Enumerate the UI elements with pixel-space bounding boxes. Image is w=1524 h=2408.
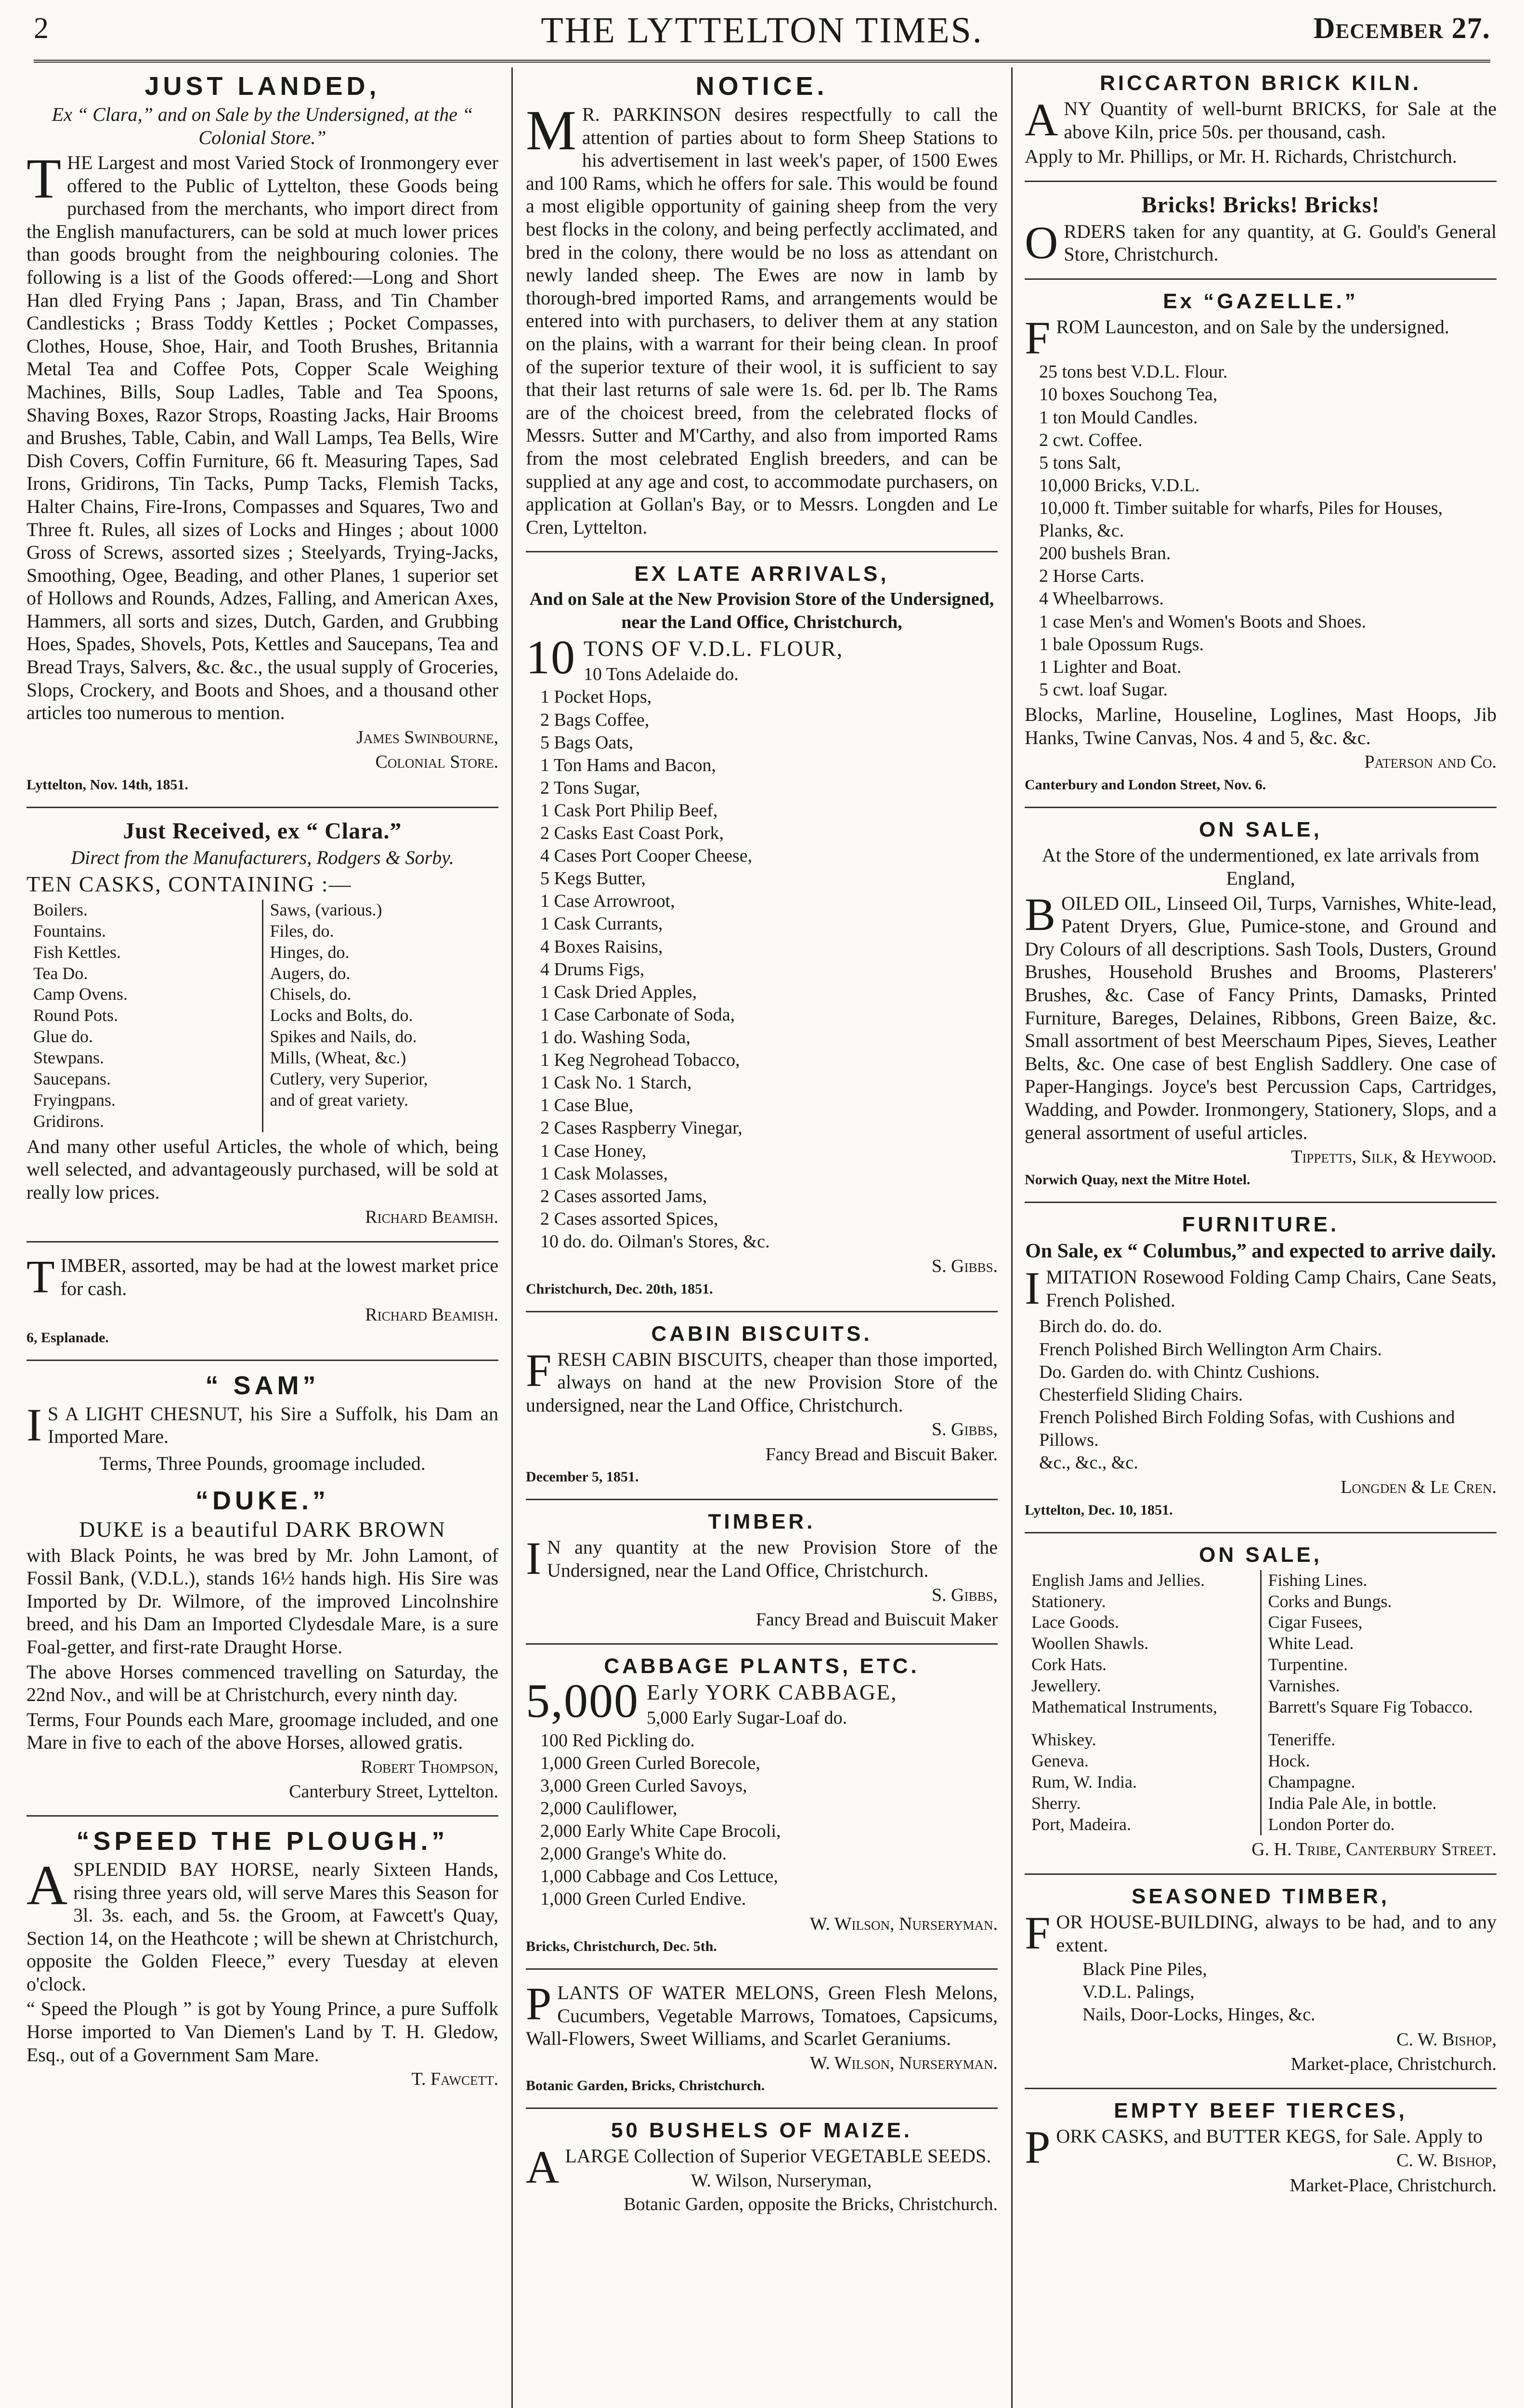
ad-body: Terms, Four Pounds each Mare, groomage included, and one Mare in five to each of the above Horses, allowed gratis. [26, 1708, 498, 1754]
ad-body: I S A LIGHT CHESNUT, his Sire a Suffolk, his Dam an Imported Mare. [26, 1399, 498, 1451]
ad-heading: SEASONED TIMBER, [1131, 1885, 1390, 1909]
list-item: 5 Kegs Butter, [540, 868, 646, 889]
masthead-rule [34, 60, 1490, 63]
ad-body: PLANTS OF WATER MELONS, Green Flesh Melons, Cucumbers, Vegetable Marrows, Tomatoes, Capsicums, Wall-Flowers, Sweet Williams, and Scarlet Geraniums. [526, 1978, 998, 2050]
list-right [1260, 1570, 1497, 1835]
ad-divider [1025, 1873, 1497, 1875]
ad-sam [26, 1367, 498, 1482]
ad-body: IMITATION Rosewood Folding Camp Chairs, Cane Seats, French Polished. [1025, 1262, 1497, 1314]
list-item: 5 cwt. loaf Sugar. [1039, 679, 1168, 700]
column-3 [1025, 67, 1497, 2408]
list-item: Hinges, do. [270, 942, 350, 962]
ad-just-landed [26, 67, 498, 801]
column-2 [526, 67, 998, 2408]
list-item: White Lead. [1268, 1634, 1354, 1653]
list-item: 1 Cask Port Philip Beef, [540, 800, 718, 821]
ad-body: THE Largest and most Varied Stock of Ironmongery ever offered to the Public of Lyttelton, these Goods being purchased from the merchants, who import direct from the English manufacturers, can be sold at much lower prices than goods brought from the neighbouring colonies. The following is a list of the Goods offered:—Long and Short Han dled Frying Pans ; Japan, Brass, and Tin Chamber Candlesticks ; Brass Toddy Kettles ; Pocket Compasses, Clothes, House, Shoe, Hair, and Tooth Brushes, Britannia Metal Tea and Coffee Pots, Copper Scale Weighing Machines, Bills, Soup Ladles, Table and Tea Spoons, Shaving Boxes, Razor Strops, Roasting Jacks, Hair Brooms and Brushes, Table, Cabin, and Wall Lamps, Tea Bells, Wire Dish Covers, Coffin Furniture, 66 ft. Measuring Tapes, Sad Irons, Gridirons, Tin Tacks, Pump Tacks, Flemish Tacks, Halter Chains, Fire-Irons, Compasses and Squares, Two and Three ft. Rules, all sizes of Locks and Hinges ; about 1000 Gross of Screws, assorted sizes ; Steelyards, Trying-Jacks, Smoothing, Ogee, Beading, and other Planes, 1 superior set of Hollows and Rounds, Adzes, Falling, and American Axes, Hammers, all sorts and sizes, Dutch, Garden, and Grubbing Hoes, Spades, Shovels, Pots, Kettles and Saucepans, Tea and Bread Trays, Salvers, &c. &c., the usual supply of Groceries, Slops, Crockery, and Boots and Shoes, and a thousand other articles too numerous to mention. [26, 147, 498, 724]
list-item: Chesterfield Sliding Chairs. [1039, 1384, 1243, 1405]
list-item: 2 Horse Carts. [1039, 566, 1145, 587]
ad-heading: “ SAM” [205, 1371, 320, 1400]
ad-signature: Richard Beamish. [365, 1305, 498, 1325]
ad-dateline: Botanic Garden, Bricks, Christchurch. [526, 2078, 765, 2094]
drop-cap: I [26, 1399, 42, 1451]
ad-gazelle [1025, 286, 1497, 801]
list-item: 2 Cases assorted Jams, [540, 1186, 707, 1206]
list-item: &c., &c., &c. [1039, 1453, 1138, 1473]
list-item: 4 Drums Figs, [540, 959, 645, 980]
ad-signature: S. Gibbs, [931, 1419, 998, 1440]
ad-timber-gibbs [526, 1506, 998, 1637]
list-item: 10 Tons Adelaide do. [584, 664, 739, 685]
ad-signature-line-2: Fancy Bread and Buiscuit Maker [755, 1610, 998, 1630]
list-item: Cork Hats. [1031, 1655, 1107, 1675]
list-item: French Polished Birch Folding Sofas, with Cushions and Pillows. [1039, 1407, 1455, 1450]
ad-body: with Black Points, he was bred by Mr. John Lamont, of Fossil Bank, (V.D.L.), stands 16½ hands high. His Sire was Imported by Dr. Wilmore, of the improved Lincolnshire breed, and his Dam an Imported Clydesdale Mare, is a sure Foal-getter, and first-rate Draught Horse. [26, 1544, 498, 1658]
ad-body: And many other useful Articles, the whole of which, being well selected, and advantageously purchased, will be sold at really low prices. [26, 1135, 498, 1203]
ad-subheading: Direct from the Manufacturers, Rodgers & Sorby. [71, 846, 454, 868]
ad-maize [526, 2115, 998, 2222]
list-item: and of great variety. [270, 1090, 409, 1110]
list-item: Boilers. [33, 900, 88, 919]
ad-signature-line-2: Colonial Store. [375, 752, 498, 772]
ad-speed-the-plough [26, 1822, 498, 2098]
ad-divider [1025, 181, 1497, 182]
ad-terms: Terms, Three Pounds, groomage included. [99, 1452, 426, 1474]
ad-two-column-list [1025, 1570, 1497, 1835]
ad-body: PORK CASKS, and BUTTER KEGS, for Sale. Apply to [1025, 2121, 1483, 2173]
ad-heading: Bricks! Bricks! Bricks! [1141, 192, 1380, 218]
ad-divider [526, 1968, 998, 1970]
list-item: 1 Case Carbonate of Soda, [540, 1004, 735, 1025]
list-item: Lace Goods. [1031, 1612, 1119, 1632]
ad-divider [1025, 807, 1497, 808]
drop-cap: P [1025, 2121, 1051, 2173]
list-item: India Pale Ale, in bottle. [1268, 1793, 1437, 1813]
ad-divider [1025, 1202, 1497, 1203]
list-item: Nails, Door-Locks, Hinges, &c. [1082, 2004, 1316, 2025]
ad-body: M R. PARKINSON desires respectfully to call the attention of parties about to form Sheep Stations to his advertisement in last week's paper, of 1500 Ewes and 100 Rams, which he offers for sale. This would be found a most eligible opportunity of gaining sheep from the very best flocks in the colony, and being perfectly acclimated, and bred in the colony, there would be no loss as attendant on newly landed sheep. The Ewes are now in lamb by thorough-bred imported Rams, and arrangements would be entered into with purchasers, to deliver them at any station on the plains, with a warrant for their being clean. In proof of the superior texture of their wool, it is sufficient to say that their last returns of sale were 1s. 6d. per lb. The Rams are of the choicest breed, from the celebrated flocks of Messrs. Sutter and M'Carthy, and also from imported Rams from the most celebrated English breeders, and can be supplied at any age and cost, to accommodate purchasers, on application at Gollan's Bay, or to Messrs. Longden and Le Cren, Lyttelton. [526, 99, 998, 538]
list-item: 1 Lighter and Boat. [1039, 656, 1182, 677]
ad-signature-line-2: Botanic Garden, opposite the Bricks, Christchurch. [624, 2194, 998, 2215]
ad-two-column-list [26, 900, 498, 1132]
ad-heading: EX LATE ARRIVALS, [634, 562, 889, 586]
list-item: Sherry. [1031, 1793, 1081, 1813]
goods-list [1039, 1315, 1497, 1474]
ad-furniture [1025, 1209, 1497, 1526]
list-item: Whiskey. [1031, 1730, 1096, 1750]
list-item: 4 Cases Port Cooper Cheese, [540, 846, 753, 866]
ad-body: “ Speed the Plough ” is got by Young Prince, a pure Suffolk Horse imported to Van Diemen's Land by T. H. Gledow, Esq., out of a Government Sam Mare. [26, 1998, 498, 2066]
list-item: 1 Cask No. 1 Starch, [540, 1073, 692, 1093]
ad-body: FRESH CABIN BISCUITS, cheaper than those imported, always on hand at the new Provision Store of the undersigned, near the Land Office, Christchurch. [526, 1344, 998, 1416]
issue-date: December 27. [1313, 12, 1490, 45]
ad-dateline: Christchurch, Dec. 20th, 1851. [526, 1281, 713, 1297]
list-item: 5,000 Early Sugar-Loaf do. [647, 1707, 847, 1728]
ad-subheading: At the Store of the undermentioned, ex late arrivals from England, [1042, 844, 1480, 889]
ad-divider [26, 1241, 498, 1243]
list-item: 1 bale Opossum Rugs. [1039, 634, 1204, 654]
ad-signature-line-2: Market-Place, Christchurch. [1290, 2175, 1497, 2196]
goods-list [540, 1707, 998, 1911]
ad-dateline: December 5, 1851. [526, 1469, 639, 1485]
ad-signature-line-2: Fancy Bread and Biscuit Baker. [765, 1444, 998, 1465]
list-item: Woollen Shawls. [1031, 1634, 1149, 1653]
ad-body: I N any quantity at the new Provision Store of the Undersigned, near the Land Office, Christchurch. [526, 1532, 998, 1584]
ad-body: ASPLENDID BAY HORSE, nearly Sixteen Hands, rising three years old, will serve Mares this Season for 3l. 3s. each, and 5s. the Groom, at Fawcett's Quay, Section 14, on the Heathcote ; will be shewn at Christchurch, opposite the Golden Fleece,” every Tuesday at eleven o'clock. [26, 1853, 498, 1995]
newspaper-title: THE LYTTELTON TIMES. [541, 10, 983, 51]
ad-body: ANY Quantity of well-burnt BRICKS, for Sale at the above Kiln, price 50s. per thousand, cash. [1025, 94, 1497, 145]
ad-signature: Paterson and Co. [1364, 752, 1497, 772]
list-item: 5 tons Salt, [1039, 452, 1121, 473]
ad-dateline: Canterbury and London Street, Nov. 6. [1025, 776, 1266, 793]
ad-heading: CABBAGE PLANTS, ETC. [604, 1654, 920, 1678]
list-item: Rum, W. India. [1031, 1772, 1137, 1792]
ad-seasoned-timber [1025, 1881, 1497, 2082]
list-item: 2 Cases assorted Spices, [540, 1208, 718, 1229]
ad-body: The above Horses commenced travelling on Saturday, the 22nd Nov., and will be at Christchurch, every ninth day. [26, 1661, 498, 1706]
ad-beef-tierces [1025, 2095, 1497, 2203]
list-item [1031, 1718, 1253, 1729]
list-item: Varnishes. [1268, 1676, 1340, 1696]
list-item: Chisels, do. [270, 984, 352, 1004]
drop-cap: T [26, 147, 62, 210]
list-item: 2 cwt. Coffee. [1039, 430, 1143, 450]
column-1 [26, 67, 498, 2408]
ad-divider [526, 1499, 998, 1500]
list-item: Locks and Bolts, do. [270, 1006, 413, 1025]
list-item: Fishing Lines. [1268, 1570, 1368, 1590]
drop-cap: B [1025, 888, 1056, 940]
ad-signature-line-2: Canterbury Street, Lyttelton. [289, 1781, 498, 1802]
ad-heading: 50 BUSHELS OF MAIZE. [611, 2119, 913, 2143]
list-item: 100 Red Pickling do. [540, 1730, 695, 1751]
drop-cap: P [526, 1978, 552, 2030]
list-item: Do. Garden do. with Chintz Cushions. [1039, 1361, 1320, 1382]
ad-divider [1025, 1532, 1497, 1533]
list-item: 2 Casks East Coast Pork, [540, 823, 724, 844]
ad-duke [26, 1482, 498, 1809]
list-item: V.D.L. Palings, [1082, 1982, 1195, 2002]
ad-divider [26, 1815, 498, 1817]
list-item: 200 bushels Bran. [1039, 543, 1171, 564]
drop-cap: M [526, 99, 576, 162]
list-item: Geneva. [1031, 1751, 1089, 1770]
list-item: Saws, (various.) [270, 900, 382, 919]
list-item: Gridirons. [33, 1111, 104, 1131]
ad-heading: RICCARTON BRICK KILN. [1100, 71, 1421, 95]
ad-heading: ON SALE, [1199, 1543, 1322, 1567]
ad-dateline: Lyttelton, Dec. 10, 1851. [1025, 1502, 1173, 1518]
list-item: 25 tons best V.D.L. Flour. [1039, 362, 1228, 382]
ad-dateline: Bricks, Christchurch, Dec. 5th. [526, 1938, 717, 1955]
list-item: Port, Madeira. [1031, 1814, 1131, 1834]
drop-cap: I [1025, 1262, 1040, 1314]
ad-signature-line-2: Market-place, Christchurch. [1290, 2054, 1497, 2075]
ad-divider [526, 1311, 998, 1312]
ad-signature: S. Gibbs. [931, 1256, 998, 1277]
drop-cap: F [1025, 1907, 1051, 1959]
list-item: Camp Ovens. [33, 984, 128, 1004]
ad-signature: C. W. Bishop, [1396, 2150, 1497, 2171]
ad-bricks [1025, 188, 1497, 273]
ad-cabbage-plants [526, 1650, 998, 1963]
ad-heading: EMPTY BEEF TIERCES, [1114, 2098, 1407, 2122]
list-item [1268, 1718, 1490, 1729]
list-left [1025, 1570, 1260, 1835]
ad-cabin-biscuits [526, 1318, 998, 1493]
list-item: 1 case Men's and Women's Boots and Shoes. [1039, 611, 1367, 632]
ad-heading: JUST LANDED, [144, 72, 380, 101]
ad-caps-line: TEN CASKS, CONTAINING :— [26, 871, 352, 896]
masthead [34, 7, 1490, 61]
list-item: Teneriffe. [1268, 1730, 1336, 1750]
ad-body: FOR HOUSE-BUILDING, always to be had, and to any extent. [1025, 1907, 1497, 1959]
list-item: 5 Bags Oats, [540, 732, 634, 753]
big-number: 5,000 [526, 1674, 639, 1727]
ad-heading: Ex “GAZELLE.” [1163, 289, 1358, 313]
list-item: Black Pine Piles, [1082, 1959, 1207, 1980]
ad-signature: Longden & Le Cren. [1341, 1477, 1497, 1498]
list-item: 4 Boxes Raisins, [540, 936, 663, 957]
ad-divider [26, 1360, 498, 1361]
ad-body: ORDERS taken for any quantity, at G. Gould's General Store, Christchurch. [1025, 216, 1497, 268]
list-item: Tea Do. [33, 963, 88, 983]
list-item: 2,000 Cauliflower, [540, 1798, 677, 1819]
list-item: 1,000 Green Curled Borecole, [540, 1753, 760, 1773]
list-item: 1 Ton Hams and Bacon, [540, 755, 716, 775]
list-item: Turpentine. [1268, 1655, 1348, 1675]
list-item: 10,000 ft. Timber suitable for wharfs, Piles for Houses, Planks, &c. [1039, 498, 1443, 541]
list-item: 1 Cask Currants, [540, 914, 663, 934]
list-item: 2 Bags Coffee, [540, 709, 650, 730]
list-item: London Porter do. [1268, 1814, 1395, 1834]
ad-divider [526, 551, 998, 552]
ad-body: Blocks, Marline, Houseline, Loglines, Mast Hoops, Jib Hanks, Twine Canvas, Nos. 4 and 5, &c. &c. [1025, 704, 1497, 748]
ad-signature: Richard Beamish. [365, 1206, 498, 1227]
ad-heading: TIMBER. [708, 1510, 816, 1534]
list-item: 10,000 Bricks, V.D.L. [1039, 475, 1200, 496]
ad-dateline: Norwich Quay, next the Mitre Hotel. [1025, 1171, 1250, 1188]
list-item: Files, do. [270, 921, 334, 941]
ad-dateline: Lyttelton, Nov. 14th, 1851. [26, 776, 188, 793]
list-item: Mathematical Instruments, [1031, 1697, 1217, 1717]
list-item: 1 Case Blue, [540, 1095, 634, 1116]
list-item: Hock. [1268, 1751, 1310, 1770]
ad-signature: W. Wilson, Nurseryman. [809, 1913, 998, 1934]
list-item: Jewellery. [1031, 1676, 1101, 1696]
list-item: 1,000 Green Curled Endive. [540, 1889, 746, 1910]
ad-heading: CABIN BISCUITS. [651, 1322, 873, 1346]
list-item: Round Pots. [33, 1006, 118, 1025]
ad-signature: T. Fawcett. [411, 2069, 498, 2090]
list-item: Saucepans. [33, 1069, 111, 1089]
list-item: Barrett's Square Fig Tobacco. [1268, 1697, 1473, 1717]
ad-subheading: And on Sale at the New Provision Store of the Undersigned, near the Land Office, Christchurch, [529, 589, 994, 632]
ad-signature: W. Wilson, Nurseryman. [809, 2053, 998, 2073]
ad-divider [526, 2107, 998, 2109]
ad-caps-line: DUKE is a beautiful DARK BROWN [79, 1517, 446, 1542]
list-item: Cutlery, very Superior, [270, 1069, 428, 1089]
ad-signature: W. Wilson, Nurseryman, [691, 2170, 872, 2191]
list-item: Champagne. [1268, 1772, 1355, 1792]
goods-list [1082, 1958, 1497, 2026]
ad-water-melons [526, 1976, 998, 2102]
list-item: Spikes and Nails, do. [270, 1027, 417, 1047]
list-item: French Polished Birch Wellington Arm Chairs. [1039, 1339, 1382, 1360]
drop-cap: T [26, 1251, 55, 1303]
list-item: Stewpans. [33, 1048, 104, 1068]
ad-signature: James Swinbourne, [356, 727, 498, 747]
ad-just-received [26, 814, 498, 1235]
list-item: Corks and Bungs. [1268, 1591, 1392, 1611]
list-item: 1 do. Washing Soda, [540, 1027, 690, 1048]
list-item: 4 Wheelbarrows. [1039, 589, 1164, 609]
goods-list [540, 663, 998, 1253]
ad-caps-line: TONS OF V.D.L. FLOUR, [584, 636, 844, 661]
list-item: Cigar Fusees, [1268, 1612, 1363, 1632]
ad-signature: G. H. Tribe, Canterbury Street. [1251, 1839, 1497, 1859]
list-item: 1 ton Mould Candles. [1039, 407, 1198, 428]
ad-timber-beamish [26, 1248, 498, 1354]
ad-heading: NOTICE. [695, 72, 828, 101]
ad-heading: “DUKE.” [195, 1486, 329, 1515]
list-item: Augers, do. [270, 963, 351, 983]
list-item: 1 Cask Dried Apples, [540, 982, 697, 1002]
ad-divider [526, 1643, 998, 1645]
column-rule [1011, 67, 1013, 2408]
list-left [26, 900, 262, 1132]
list-item: Fish Kettles. [33, 942, 121, 962]
list-item: 1 Keg Negrohead Tobacco, [540, 1050, 740, 1071]
ad-body: FROM Launceston, and on Sale by the undersigned. [1025, 312, 1449, 364]
list-item: 10 do. do. Oilman's Stores, &c. [540, 1231, 770, 1252]
ad-signature: S. Gibbs, [931, 1584, 998, 1605]
list-item: 2 Tons Sugar, [540, 777, 640, 798]
ad-divider [1025, 2088, 1497, 2089]
list-item: Mills, (Wheat, &c.) [270, 1048, 406, 1068]
list-item: 1 Case Arrowroot, [540, 891, 675, 912]
ad-heading: Just Received, ex “ Clara.” [123, 818, 402, 844]
ad-body: TIMBER, assorted, may be had at the lowest market price for cash. [26, 1251, 498, 1303]
list-item: 2,000 Grange's White do. [540, 1844, 727, 1864]
list-item: 10 boxes Souchong Tea, [1039, 384, 1218, 405]
list-item: 2 Cases Raspberry Vinegar, [540, 1118, 742, 1139]
list-item: Stationery. [1031, 1591, 1106, 1611]
ad-signature: Robert Thompson, [361, 1756, 498, 1777]
drop-cap: A [1025, 94, 1058, 145]
drop-cap: I [526, 1532, 541, 1584]
ad-heading: FURNITURE. [1182, 1212, 1340, 1236]
ad-caps-line: Early YORK CABBAGE, [647, 1679, 898, 1704]
list-item: Glue do. [33, 1027, 93, 1047]
list-item: 2,000 Early White Cape Brocoli, [540, 1821, 781, 1842]
list-item: 1 Pocket Hops, [540, 687, 652, 707]
drop-cap: A [526, 2141, 560, 2193]
page-number: 2 [34, 12, 49, 45]
ad-body: ALARGE Collection of Superior VEGETABLE SEEDS. [526, 2141, 991, 2193]
ad-divider [1025, 278, 1497, 280]
big-number: 10 [526, 630, 576, 684]
list-item: Fryingpans. [33, 1090, 116, 1110]
drop-cap: O [1025, 216, 1058, 268]
drop-cap: F [1025, 312, 1051, 364]
list-right [262, 900, 499, 1132]
ad-subheading: On Sale, ex “ Columbus,” and expected to arrive daily. [1025, 1240, 1496, 1262]
ad-signature: C. W. Bishop, [1396, 2029, 1497, 2050]
drop-cap: A [26, 1853, 68, 1917]
list-item: Birch do. do. do. [1039, 1316, 1162, 1337]
ad-heading: ON SALE, [1199, 817, 1322, 841]
list-item: 1 Cask Molasses, [540, 1163, 668, 1184]
ad-subheading: Ex “ Clara,” and on Sale by the Undersigned, at the “ Colonial Store.” [52, 104, 473, 148]
list-item: Fountains. [33, 921, 106, 941]
drop-cap: F [526, 1344, 552, 1396]
column-rule [511, 67, 513, 2408]
ad-late-arrivals [526, 558, 998, 1305]
list-item: 1 Case Honey, [540, 1140, 647, 1161]
ad-on-sale-tippetts [1025, 814, 1497, 1196]
ad-body: BOILED OIL, Linseed Oil, Turps, Varnishes, White-lead, Patent Dryers, Glue, Pumice-stone, and Ground and Dry Colours of all descriptions. Sash Tools, Dusters, Ground Brushes, Household Brushes and Brooms, Plasterers' Brushes, &c. Case of Fancy Prints, Damasks, Printed Furniture, Bareges, Delaines, Ribbons, Green Baize, &c. Small assortment of best Meerschaum Pipes, Sieves, Leather Belts, &c. One case of best English Saddlery. One case of Paper-Hangings. Joyce's best Percussion Caps, Cartridges, Wadding, and Powder. Ironmongery, Stationery, Slops, and a general assortment of useful articles. [1025, 888, 1497, 1143]
ad-riccarton-brick-kiln [1025, 67, 1497, 175]
ad-heading: “SPEED THE PLOUGH.” [76, 1826, 449, 1856]
ad-dateline: 6, Esplanade. [26, 1329, 109, 1346]
list-item: English Jams and Jellies. [1031, 1570, 1205, 1590]
ad-signature: Tippetts, Silk, & Heywood. [1291, 1147, 1497, 1167]
goods-list [1039, 361, 1497, 701]
ad-notice [526, 67, 998, 545]
ad-divider [26, 807, 498, 808]
ad-body: Apply to Mr. Phillips, or Mr. H. Richards, Christchurch. [1025, 145, 1457, 168]
list-item: 3,000 Green Curled Savoys, [540, 1775, 747, 1796]
list-item: 1,000 Cabbage and Cos Lettuce, [540, 1866, 778, 1887]
ad-on-sale-tribe [1025, 1539, 1497, 1868]
